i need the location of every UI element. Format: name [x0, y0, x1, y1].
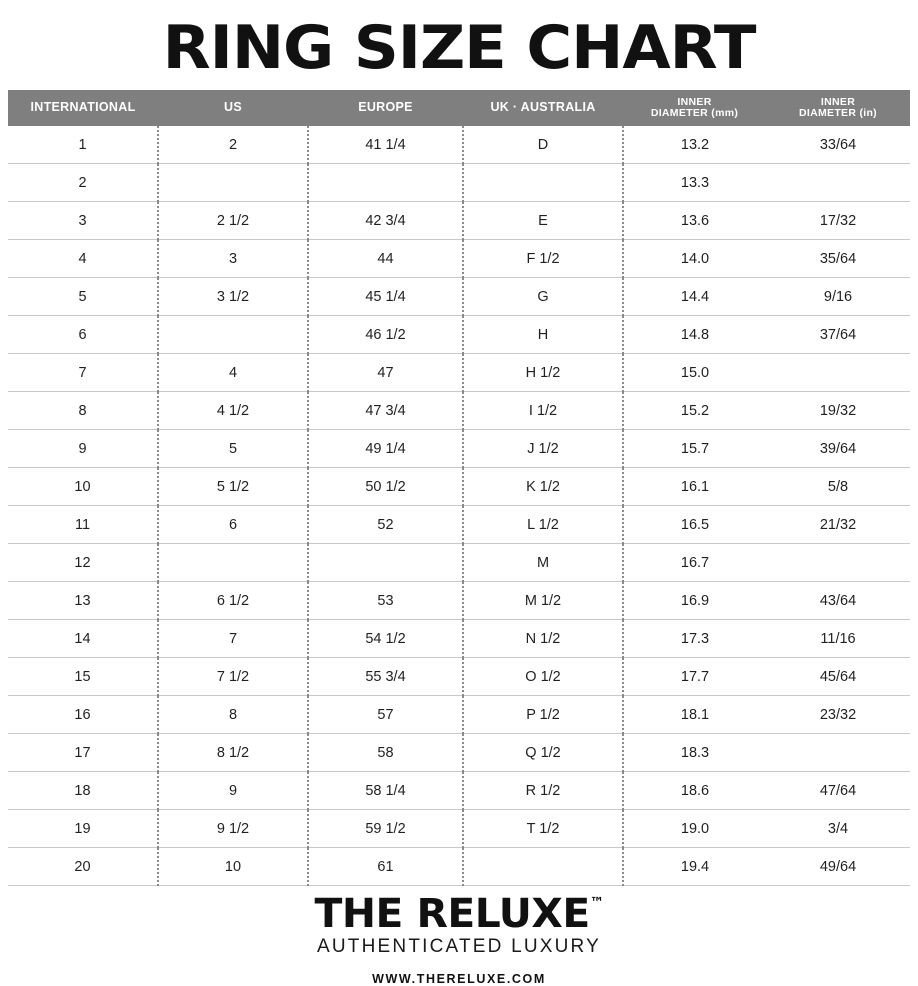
table-cell: 19.0: [623, 810, 766, 848]
table-cell: 61: [308, 848, 463, 886]
table-cell: 3: [158, 240, 308, 278]
table-cell: [463, 164, 623, 202]
table-cell: 16.1: [623, 468, 766, 506]
column-header-inner-diameter-in-line1: INNER: [820, 96, 856, 108]
column-header-europe: [308, 90, 463, 126]
table-cell: 15.7: [623, 430, 766, 468]
table-cell: 47 3/4: [308, 392, 463, 430]
table-cell: 14.8: [623, 316, 766, 354]
table-row: [8, 810, 910, 848]
table-cell: 9 1/2: [158, 810, 308, 848]
table-cell: 11/16: [766, 620, 910, 658]
table-cell: 58: [308, 734, 463, 772]
table-cell: 13.3: [623, 164, 766, 202]
ring-size-table: [8, 90, 910, 886]
column-header-international-line1: INTERNATIONAL: [30, 100, 136, 115]
table-cell: 5/8: [766, 468, 910, 506]
brand-tagline: AUTHENTICATED LUXURY: [317, 936, 601, 958]
table-cell: 52: [308, 506, 463, 544]
table-cell: D: [463, 126, 623, 164]
table-row: [8, 658, 910, 696]
table-cell: 37/64: [766, 316, 910, 354]
table-cell: 3 1/2: [158, 278, 308, 316]
table-cell: 16: [8, 696, 158, 734]
table-cell: 10: [158, 848, 308, 886]
table-cell: H 1/2: [463, 354, 623, 392]
table-cell: 17.3: [623, 620, 766, 658]
column-header-inner-diameter-mm-line1: INNER: [677, 96, 712, 108]
table-cell: 54 1/2: [308, 620, 463, 658]
table-cell: 16.9: [623, 582, 766, 620]
table-cell: 9: [8, 430, 158, 468]
table-cell: [158, 316, 308, 354]
table-cell: 23/32: [766, 696, 910, 734]
brand-website: WWW.THERELUXE.COM: [372, 972, 546, 986]
table-row: [8, 582, 910, 620]
table-cell: 5: [158, 430, 308, 468]
table-cell: 2: [158, 126, 308, 164]
table-cell: 3: [8, 202, 158, 240]
table-cell: 4: [8, 240, 158, 278]
table-cell: R 1/2: [463, 772, 623, 810]
table-cell: 6: [8, 316, 158, 354]
table-cell: 1: [8, 126, 158, 164]
table-cell: 49/64: [766, 848, 910, 886]
table-cell: [158, 164, 308, 202]
table-cell: 12: [8, 544, 158, 582]
table-row: [8, 354, 910, 392]
table-cell: 3/4: [766, 810, 910, 848]
table-cell: 7 1/2: [158, 658, 308, 696]
table-cell: 50 1/2: [308, 468, 463, 506]
footer: [0, 891, 918, 986]
table-cell: 2: [8, 164, 158, 202]
table-cell: 17/32: [766, 202, 910, 240]
table-cell: 16.5: [623, 506, 766, 544]
table-row: [8, 392, 910, 430]
column-header-inner-diameter-mm: [623, 90, 766, 126]
table-cell: 55 3/4: [308, 658, 463, 696]
table-cell: [308, 164, 463, 202]
table-cell: O 1/2: [463, 658, 623, 696]
table-cell: 8: [8, 392, 158, 430]
page-title: RING SIZE CHART: [162, 13, 756, 83]
table-row: [8, 164, 910, 202]
table-cell: [158, 544, 308, 582]
table-cell: M: [463, 544, 623, 582]
table-cell: 47/64: [766, 772, 910, 810]
table-cell: Q 1/2: [463, 734, 623, 772]
table-cell: 18.6: [623, 772, 766, 810]
column-header-inner-diameter-in: [766, 90, 910, 126]
table-cell: 46 1/2: [308, 316, 463, 354]
trademark-symbol: ™: [589, 895, 604, 912]
column-header-europe-line1: EUROPE: [358, 100, 413, 115]
table-cell: L 1/2: [463, 506, 623, 544]
table-cell: 45/64: [766, 658, 910, 696]
table-cell: 7: [158, 620, 308, 658]
table-body: [8, 126, 910, 886]
table-cell: 6: [158, 506, 308, 544]
table-cell: E: [463, 202, 623, 240]
column-header-uk-australia-line1: UK · AUSTRALIA: [490, 100, 596, 115]
table-row: [8, 506, 910, 544]
table-cell: 15: [8, 658, 158, 696]
table-cell: [766, 164, 910, 202]
column-header-inner-diameter-mm-line2: DIAMETER (mm): [650, 107, 739, 120]
table-cell: 21/32: [766, 506, 910, 544]
table-row: [8, 468, 910, 506]
table-cell: F 1/2: [463, 240, 623, 278]
table-cell: 6 1/2: [158, 582, 308, 620]
table-cell: 13.6: [623, 202, 766, 240]
table-row: [8, 430, 910, 468]
table-cell: [766, 734, 910, 772]
brand-name: [0, 891, 918, 938]
table-cell: 17: [8, 734, 158, 772]
column-header-us: [158, 90, 308, 126]
table-cell: 15.0: [623, 354, 766, 392]
table-cell: 41 1/4: [308, 126, 463, 164]
column-header-international: [8, 90, 158, 126]
table-header-row: [8, 90, 910, 126]
table-cell: M 1/2: [463, 582, 623, 620]
table-cell: 9: [158, 772, 308, 810]
table-row: [8, 316, 910, 354]
table-cell: 57: [308, 696, 463, 734]
table-cell: [463, 848, 623, 886]
table-cell: 7: [8, 354, 158, 392]
table-cell: 42 3/4: [308, 202, 463, 240]
table-cell: 2 1/2: [158, 202, 308, 240]
table-cell: 8 1/2: [158, 734, 308, 772]
table-cell: 44: [308, 240, 463, 278]
table-cell: 47: [308, 354, 463, 392]
table-cell: 43/64: [766, 582, 910, 620]
table-cell: 5 1/2: [158, 468, 308, 506]
column-header-inner-diameter-in-line2: DIAMETER (in): [799, 107, 877, 120]
table-cell: I 1/2: [463, 392, 623, 430]
table-row: [8, 734, 910, 772]
table-cell: 11: [8, 506, 158, 544]
table-cell: 59 1/2: [308, 810, 463, 848]
table-cell: 39/64: [766, 430, 910, 468]
table-cell: 9/16: [766, 278, 910, 316]
table-row: [8, 240, 910, 278]
table-cell: 15.2: [623, 392, 766, 430]
table-cell: 8: [158, 696, 308, 734]
table-cell: 16.7: [623, 544, 766, 582]
table-header: [8, 90, 910, 126]
table-row: [8, 202, 910, 240]
table-cell: 33/64: [766, 126, 910, 164]
table-row: [8, 848, 910, 886]
table-cell: K 1/2: [463, 468, 623, 506]
table-cell: 4: [158, 354, 308, 392]
table-cell: H: [463, 316, 623, 354]
table-row: [8, 620, 910, 658]
table-cell: 5: [8, 278, 158, 316]
table-cell: 14: [8, 620, 158, 658]
table-cell: T 1/2: [463, 810, 623, 848]
table-cell: N 1/2: [463, 620, 623, 658]
table-cell: 10: [8, 468, 158, 506]
table-cell: G: [463, 278, 623, 316]
table-cell: 18.1: [623, 696, 766, 734]
table-cell: 14.4: [623, 278, 766, 316]
table-cell: 19: [8, 810, 158, 848]
table-cell: 20: [8, 848, 158, 886]
table-cell: [308, 544, 463, 582]
table-cell: 17.7: [623, 658, 766, 696]
table-cell: 4 1/2: [158, 392, 308, 430]
table-row: [8, 772, 910, 810]
table-cell: 53: [308, 582, 463, 620]
column-header-us-line1: US: [224, 100, 242, 115]
column-header-uk-australia: [463, 90, 623, 126]
table-cell: J 1/2: [463, 430, 623, 468]
table-row: [8, 544, 910, 582]
table-cell: 18: [8, 772, 158, 810]
table-row: [8, 278, 910, 316]
table-cell: 19/32: [766, 392, 910, 430]
table-cell: 18.3: [623, 734, 766, 772]
table-cell: 45 1/4: [308, 278, 463, 316]
table-cell: 13: [8, 582, 158, 620]
brand-name-text: THE RELUXE: [314, 891, 590, 938]
table-cell: 19.4: [623, 848, 766, 886]
table-cell: 49 1/4: [308, 430, 463, 468]
table-cell: [766, 354, 910, 392]
table-row: [8, 126, 910, 164]
table-row: [8, 696, 910, 734]
table-cell: 13.2: [623, 126, 766, 164]
table-cell: 14.0: [623, 240, 766, 278]
table-cell: 35/64: [766, 240, 910, 278]
table-cell: 58 1/4: [308, 772, 463, 810]
table-cell: [766, 544, 910, 582]
table-cell: P 1/2: [463, 696, 623, 734]
